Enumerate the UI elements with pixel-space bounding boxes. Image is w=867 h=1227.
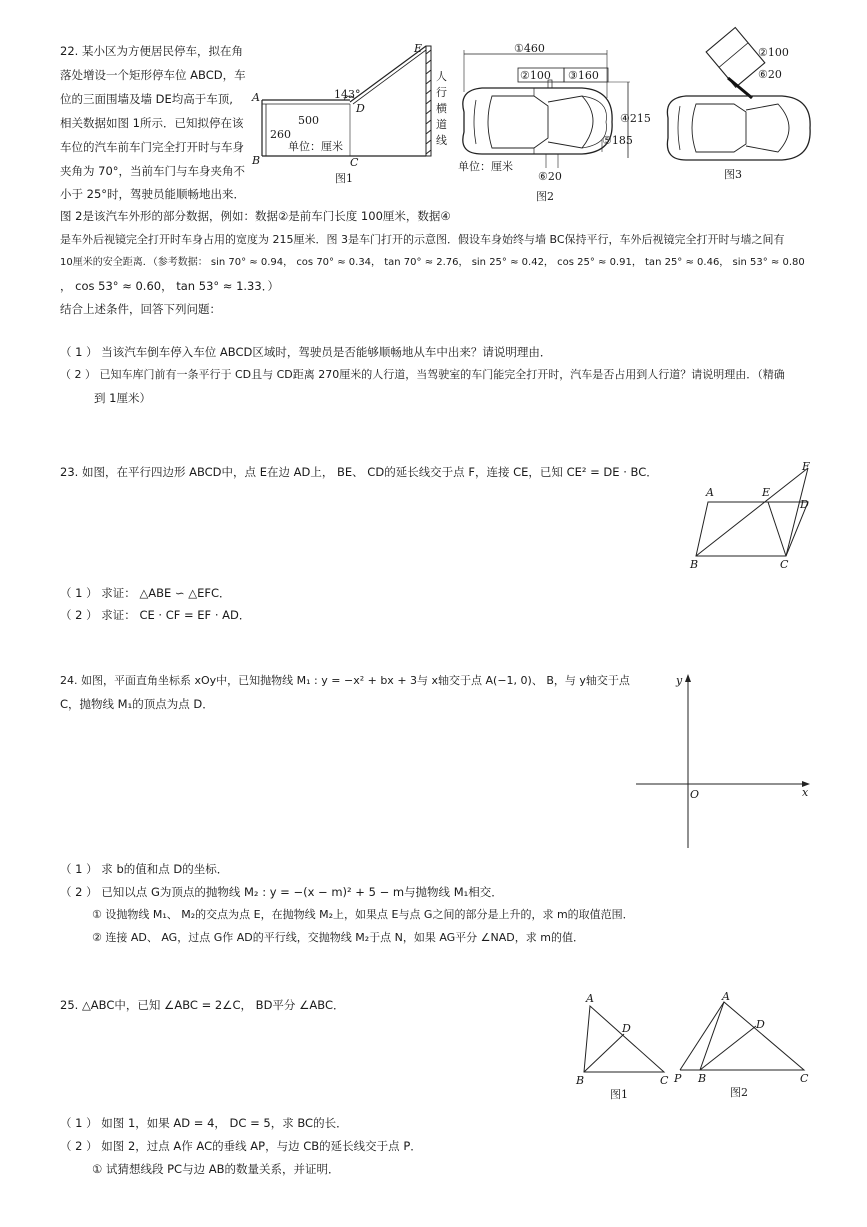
q25-fig1-label-b: B bbox=[576, 1074, 585, 1087]
fig2-unit: 单位：厘米 bbox=[458, 160, 513, 173]
q25-fig1-label-a: A bbox=[586, 992, 594, 1005]
q22-figure3 bbox=[662, 40, 822, 180]
q24-axis-x: x bbox=[802, 786, 809, 799]
q25-fig1-label-d: D bbox=[622, 1022, 631, 1035]
q25-fig2-label-a: A bbox=[722, 990, 730, 1003]
fig1-label-e: E bbox=[414, 42, 423, 55]
fig1-label-a: A bbox=[252, 91, 260, 104]
q23-label-d: D bbox=[800, 498, 809, 511]
q23-sub2: （ 2 ） 求证： CE · CF = EF · AD． bbox=[60, 608, 251, 622]
fig2-caption: 图2 bbox=[536, 190, 554, 203]
q23-stem: 23. 如图，在平行四边形 ABCD中，点 E在边 AD上， BE、 CD的延长线交于点 F，连接 CE，已知 CE² = DE · BC． bbox=[60, 465, 658, 479]
q25-fig2-label-d: D bbox=[756, 1018, 765, 1031]
fig3-dim-6: ⑥20 bbox=[758, 68, 782, 81]
q22-sub2: （ 2 ） 已知车库门前有一条平行于 CD且与 CD距离 270厘米的人行道，当驾驶室的车门能完全打开时，汽车是否占用到人行道？请说明理由．（精确 bbox=[60, 368, 785, 381]
q25-sub1: （ 1 ） 如图 1，如果 AD = 4， DC = 5，求 BC的长． bbox=[60, 1116, 348, 1130]
fig1-walkway-char: 线 bbox=[436, 134, 447, 147]
q22-line: 10厘米的安全距离．（参考数据： sin 70° ≈ 0.94， cos 70° ≈ 0.34， tan 70° ≈ 2.76， sin 25° ≈ 0.42， cos 25° ≈ 0.91， tan 25° ≈ 0.46， sin 53° ≈ 0.80 bbox=[60, 257, 805, 268]
q22-line: 落处增设一个矩形停车位 ABCD，车 bbox=[60, 68, 246, 82]
q24-stem-cont: C，抛物线 M₁的顶点为点 D． bbox=[60, 697, 214, 711]
q23-label-f: F bbox=[802, 460, 810, 473]
fig1-label-b: B bbox=[252, 154, 261, 167]
fig2-dim-1: ①460 bbox=[514, 42, 545, 55]
q23-label-b: B bbox=[690, 558, 699, 571]
q22-line: 是车外后视镜完全打开时车身占用的宽度为 215厘米．图 3是车门打开的示意图．假设车身始终与墙 BC保持平行，车外后视镜完全打开时与墙之间有 bbox=[60, 233, 785, 246]
fig1-length-500: 500 bbox=[298, 114, 319, 127]
q22-figure1 bbox=[250, 40, 450, 190]
q25-fig1-label-c: C bbox=[660, 1074, 669, 1087]
q25-sub2: （ 2 ） 如图 2，过点 A作 AC的垂线 AP，与边 CB的延长线交于点 P． bbox=[60, 1139, 422, 1153]
q24-stem: 24. 如图，平面直角坐标系 xOy中，已知抛物线 M₁ : y = −x² + bx + 3与 x轴交于点 A(−1, 0)、 B，与 y轴交于点 bbox=[60, 674, 630, 687]
q24-sub1: （ 1 ） 求 b的值和点 D的坐标． bbox=[60, 862, 229, 876]
fig1-walkway-char: 横 bbox=[436, 102, 447, 115]
q25-fig1-caption: 图1 bbox=[610, 1088, 628, 1101]
fig2-dim-2: ②100 bbox=[520, 69, 551, 82]
fig1-walkway-char: 道 bbox=[436, 118, 447, 131]
fig1-walkway-char: 行 bbox=[436, 86, 447, 99]
fig1-label-d: D bbox=[356, 102, 365, 115]
q25-figure2 bbox=[672, 992, 822, 1102]
q23-label-a: A bbox=[706, 486, 714, 499]
fig3-dim-2: ②100 bbox=[758, 46, 789, 59]
q24-sub2-2: ② 连接 AD、 AG，过点 G作 AD的平行线，交抛物线 M₂于点 N，如果 AG平分 ∠NAD，求 m的值． bbox=[92, 931, 584, 944]
fig1-caption: 图1 bbox=[335, 172, 353, 185]
q22-sub2-cont: 到 1厘米） bbox=[94, 391, 151, 405]
fig2-dim-6: ⑥20 bbox=[538, 170, 562, 183]
q22-figure2 bbox=[452, 40, 662, 203]
fig1-length-260: 260 bbox=[270, 128, 291, 141]
fig1-angle: 143° bbox=[334, 88, 361, 101]
q22-line: ， cos 53° ≈ 0.60， tan 53° ≈ 1.33．） bbox=[60, 279, 279, 293]
q22-sub1: （ 1 ） 当该汽车倒车停入车位 ABCD区域时，驾驶员是否能够顺畅地从车中出来？请说明理由． bbox=[60, 345, 552, 359]
q24-sub2-1: ① 设抛物线 M₁、 M₂的交点为点 E，在抛物线 M₂上，如果点 E与点 G之间的部分是上升的，求 m的取值范围． bbox=[92, 908, 634, 921]
q24-sub2: （ 2 ） 已知以点 G为顶点的抛物线 M₂ : y = −(x − m)² + 5 − m与抛物线 M₁相交． bbox=[60, 885, 503, 899]
q25-sub2-1: ① 试猜想线段 PC与边 AB的数量关系，并证明． bbox=[92, 1162, 340, 1176]
q23-label-e: E bbox=[762, 486, 771, 499]
q22-line: 位的三面围墙及墙 DE均高于车顶, bbox=[60, 92, 233, 106]
fig1-label-c: C bbox=[350, 156, 359, 169]
q25-stem: 25. △ABC中，已知 ∠ABC = 2∠C， BD平分 ∠ABC． bbox=[60, 998, 345, 1012]
q25-fig2-label-c: C bbox=[800, 1072, 809, 1085]
fig1-unit: 单位：厘米 bbox=[288, 140, 343, 153]
q23-figure bbox=[688, 460, 828, 580]
q25-fig2-label-p: P bbox=[674, 1072, 682, 1085]
q24-axes bbox=[636, 672, 816, 852]
fig2-dim-5: ⑤185 bbox=[602, 134, 633, 147]
q25-fig2-caption: 图2 bbox=[730, 1086, 748, 1099]
q22-line: 车位的汽车前车门完全打开时与车身 bbox=[60, 140, 244, 154]
q22-line: 图 2是该汽车外形的部分数据，例如：数据②是前车门长度 100厘米，数据④ bbox=[60, 209, 451, 223]
fig1-walkway-char: 人 bbox=[436, 70, 447, 83]
q22-line: 22. 某小区为方便居民停车，拟在角 bbox=[60, 44, 243, 58]
q25-figure1 bbox=[574, 992, 684, 1102]
q23-label-c: C bbox=[780, 558, 789, 571]
q25-fig2-label-b: B bbox=[698, 1072, 707, 1085]
q22-line: 小于 25°时，驾驶员能顺畅地出来． bbox=[60, 187, 246, 201]
fig2-dim-4: ④215 bbox=[620, 112, 651, 125]
q22-line: 结合上述条件，回答下列问题： bbox=[60, 302, 221, 316]
q23-sub1: （ 1 ） 求证： △ABE ∽ △EFC． bbox=[60, 586, 231, 600]
q22-line: 相关数据如图 1所示．已知拟停在该 bbox=[60, 116, 244, 130]
q24-origin: O bbox=[690, 788, 700, 801]
q22-line: 夹角为 70°，当前车门与车身夹角不 bbox=[60, 164, 246, 178]
fig2-dim-3: ③160 bbox=[568, 69, 599, 82]
q24-axis-y: y bbox=[676, 674, 683, 687]
fig3-caption: 图3 bbox=[724, 168, 742, 181]
